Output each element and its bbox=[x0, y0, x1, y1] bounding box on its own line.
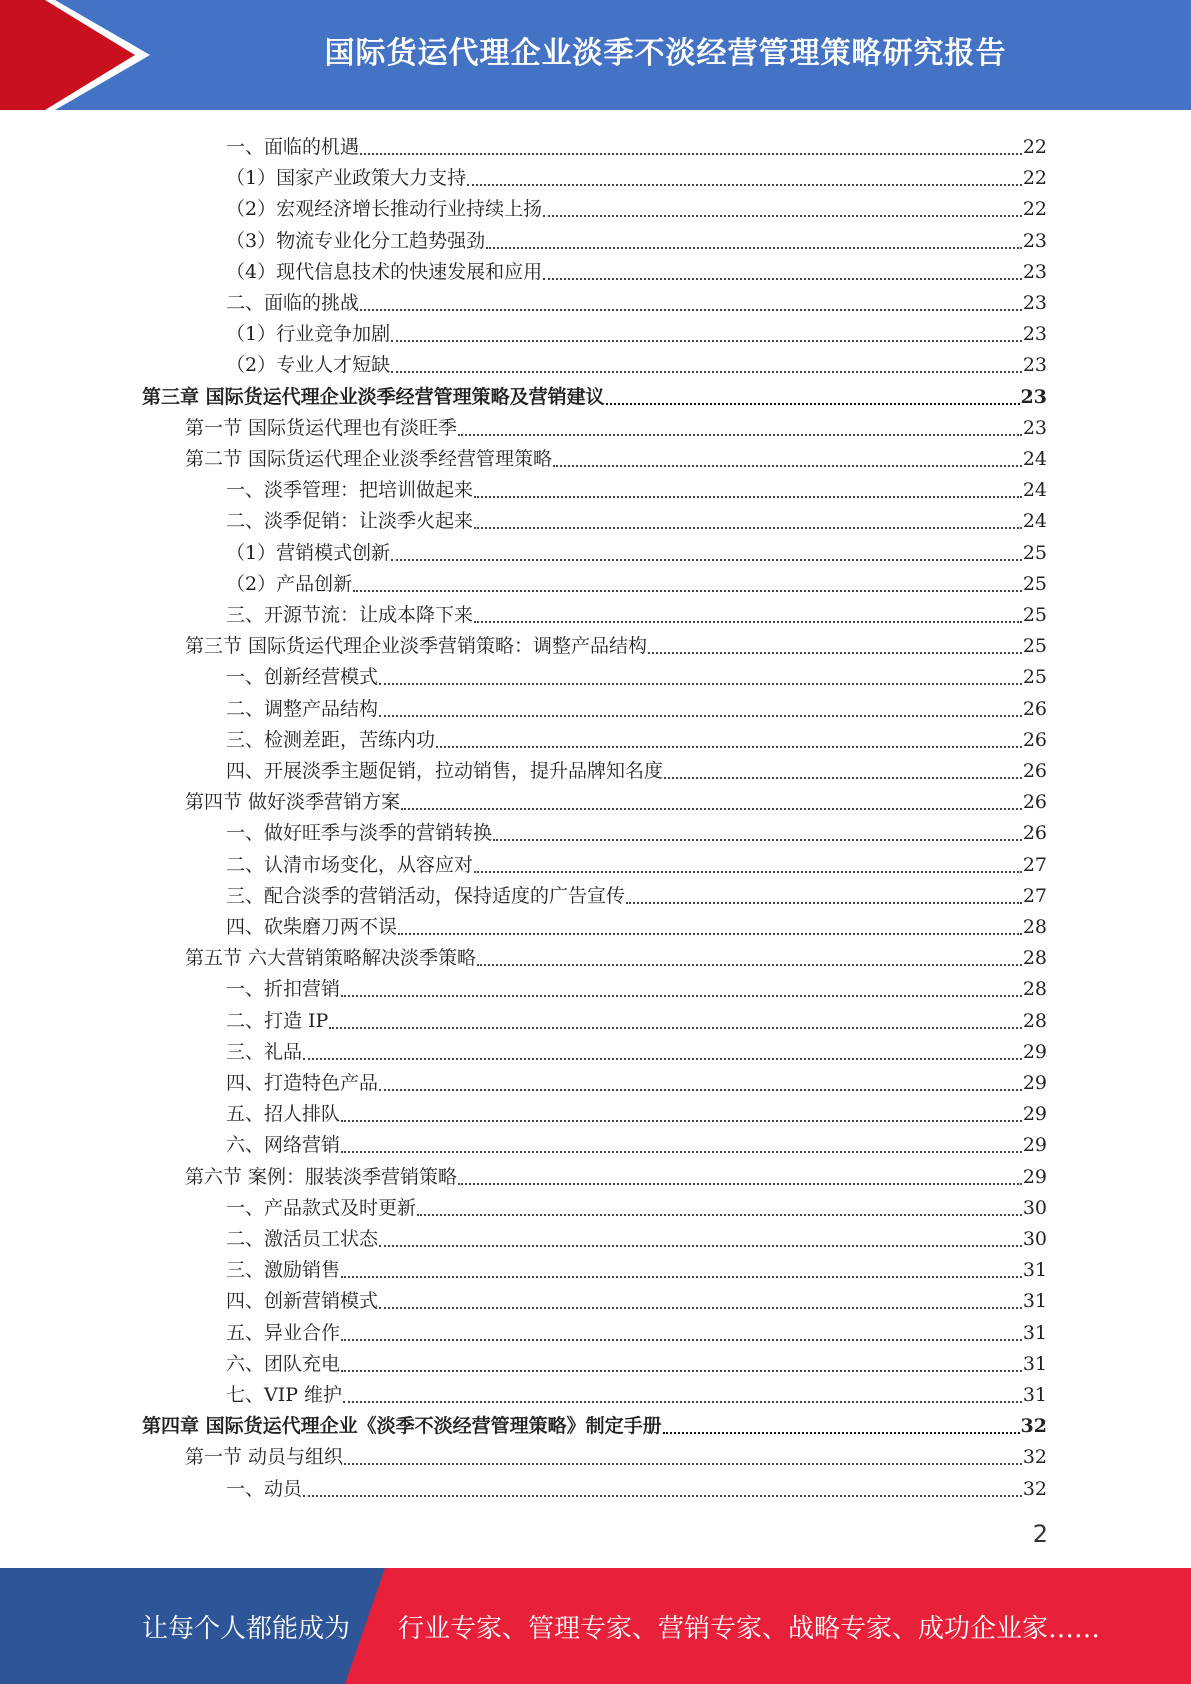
toc-entry[interactable] bbox=[226, 1345, 1047, 1376]
toc-entry-label: 五、异业合作 bbox=[226, 1321, 341, 1344]
toc-leader-dots bbox=[303, 1494, 1022, 1497]
page-number: 2 bbox=[1032, 1520, 1048, 1548]
toc-entry-page: 26 bbox=[1022, 760, 1047, 782]
toc-entry-page: 23 bbox=[1022, 354, 1047, 377]
toc-entry[interactable] bbox=[226, 908, 1047, 939]
toc-entry-label: 第一节 动员与组织 bbox=[185, 1446, 344, 1469]
toc-leader-dots bbox=[543, 214, 1022, 217]
toc-entry-label: 二、认清市场变化，从容应对 bbox=[226, 853, 474, 876]
toc-entry-page: 31 bbox=[1022, 1384, 1047, 1406]
toc-entry-label: 一、做好旺季与淡季的营销转换 bbox=[226, 822, 493, 845]
toc-entry[interactable] bbox=[226, 534, 1047, 565]
toc-entry[interactable] bbox=[226, 877, 1047, 908]
toc-entry-label: （2）宏观经济增长推动行业持续上扬 bbox=[226, 198, 543, 221]
toc-entry[interactable] bbox=[226, 1095, 1047, 1126]
toc-leader-dots bbox=[417, 1213, 1022, 1216]
toc-leader-dots bbox=[379, 682, 1022, 685]
toc-entry-page: 27 bbox=[1022, 884, 1047, 907]
toc-entry-label: 六、网络营销 bbox=[226, 1134, 341, 1157]
toc-entry[interactable] bbox=[226, 346, 1047, 377]
toc-entry-label: 三、开源节流：让成本降下来 bbox=[226, 604, 474, 626]
toc-entry[interactable] bbox=[226, 1033, 1047, 1064]
toc-entry[interactable] bbox=[226, 471, 1047, 502]
toc-leader-dots bbox=[474, 870, 1022, 873]
toc-entry[interactable] bbox=[226, 222, 1047, 253]
toc-entry-page: 31 bbox=[1022, 1321, 1047, 1344]
toc-entry-page: 28 bbox=[1022, 947, 1047, 970]
toc-leader-dots bbox=[543, 277, 1022, 280]
toc-entry-label: （2）产品创新 bbox=[226, 572, 353, 595]
toc-entry-page: 31 bbox=[1022, 1290, 1047, 1313]
toc-entry-label: 第二节 国际货运代理企业淡季经营管理策略 bbox=[185, 448, 553, 470]
toc-entry-label: 四、开展淡季主题促销，拉动销售，提升品牌知名度 bbox=[226, 760, 664, 782]
toc-entry-page: 25 bbox=[1022, 572, 1047, 595]
toc-leader-dots bbox=[486, 246, 1022, 249]
toc-entry-label: 四、打造特色产品 bbox=[226, 1072, 379, 1094]
toc-entry-label: 三、激励销售 bbox=[226, 1259, 341, 1282]
toc-entry[interactable] bbox=[226, 596, 1047, 627]
toc-entry-page: 22 bbox=[1022, 136, 1047, 158]
toc-entry-label: 一、淡季管理：把培训做起来 bbox=[226, 479, 474, 502]
toc-leader-dots bbox=[398, 932, 1022, 935]
toc-entry[interactable] bbox=[185, 409, 1047, 440]
toc-leader-dots bbox=[458, 433, 1022, 436]
toc-entry[interactable] bbox=[185, 1438, 1047, 1469]
toc-entry-label: （2）专业人才短缺 bbox=[226, 354, 391, 377]
toc-entry[interactable] bbox=[226, 1282, 1047, 1313]
toc-entry-page: 29 bbox=[1022, 1103, 1047, 1126]
toc-entry-label: 七、VIP 维护 bbox=[226, 1384, 343, 1406]
toc-entry[interactable] bbox=[185, 627, 1047, 658]
toc-entry[interactable] bbox=[226, 1314, 1047, 1345]
toc-chapter-entry[interactable] bbox=[142, 1407, 1047, 1438]
toc-entry-page: 28 bbox=[1022, 978, 1047, 1001]
toc-entry[interactable] bbox=[226, 1189, 1047, 1220]
toc-entry[interactable] bbox=[226, 1064, 1047, 1095]
toc-entry-page: 25 bbox=[1022, 635, 1047, 658]
toc-leader-dots bbox=[341, 1275, 1022, 1278]
toc-leader-dots bbox=[303, 1057, 1022, 1060]
toc-entry-label: 第一节 国际货运代理也有淡旺季 bbox=[185, 416, 458, 439]
toc-entry-page: 29 bbox=[1022, 1040, 1047, 1063]
toc-entry-page: 22 bbox=[1022, 198, 1047, 221]
toc-entry-page: 32 bbox=[1022, 1477, 1047, 1500]
toc-leader-dots bbox=[474, 495, 1022, 498]
toc-entry-page: 24 bbox=[1022, 479, 1047, 502]
footer-slogan: 让每个人都能成为 bbox=[142, 1613, 351, 1644]
toc-entry-label: 第四节 做好淡季营销方案 bbox=[185, 791, 401, 814]
toc-leader-dots bbox=[458, 1182, 1022, 1185]
toc-entry-label: （1）营销模式创新 bbox=[226, 541, 391, 564]
toc-entry-label: 二、打造 IP bbox=[226, 1009, 329, 1032]
toc-entry[interactable] bbox=[226, 159, 1047, 190]
toc-leader-dots bbox=[341, 1338, 1022, 1341]
toc-leader-dots bbox=[343, 1400, 1022, 1403]
toc-entry[interactable] bbox=[226, 253, 1047, 284]
toc-entry-label: 二、激活员工状态 bbox=[226, 1228, 379, 1250]
toc-leader-dots bbox=[360, 152, 1022, 155]
toc-leader-dots bbox=[436, 745, 1022, 748]
toc-leader-dots bbox=[663, 1431, 1020, 1434]
toc-entry[interactable] bbox=[226, 658, 1047, 689]
toc-entry[interactable] bbox=[226, 190, 1047, 221]
toc-entry-page: 27 bbox=[1022, 853, 1047, 876]
toc-entry-label: 二、淡季促销：让淡季火起来 bbox=[226, 510, 474, 533]
toc-entry-label: 第四章 国际货运代理企业《淡季不淡经营管理策略》制定手册 bbox=[142, 1415, 662, 1438]
toc-leader-dots bbox=[553, 464, 1022, 467]
toc-entry-label: 第三章 国际货运代理企业淡季经营管理策略及营销建议 bbox=[142, 385, 605, 408]
toc-leader-dots bbox=[391, 339, 1022, 342]
toc-leader-dots bbox=[379, 1244, 1022, 1247]
toc-leader-dots bbox=[477, 963, 1022, 966]
toc-entry-label: 五、招人排队 bbox=[226, 1103, 341, 1126]
toc-entry-label: 四、砍柴磨刀两不误 bbox=[226, 916, 398, 938]
toc-entry-page: 22 bbox=[1022, 167, 1047, 190]
toc-entry-page: 31 bbox=[1022, 1259, 1047, 1282]
toc-entry-label: 六、团队充电 bbox=[226, 1352, 341, 1375]
toc-entry[interactable] bbox=[226, 315, 1047, 346]
toc-leader-dots bbox=[341, 1119, 1022, 1122]
toc-entry[interactable] bbox=[226, 970, 1047, 1001]
toc-leader-dots bbox=[391, 370, 1022, 373]
toc-entry[interactable] bbox=[226, 284, 1047, 315]
toc-entry[interactable] bbox=[226, 1251, 1047, 1282]
toc-entry-label: 一、动员 bbox=[226, 1477, 303, 1500]
toc-leader-dots bbox=[474, 526, 1022, 529]
toc-entry[interactable] bbox=[226, 128, 1047, 159]
toc-entry-label: 一、创新经营模式 bbox=[226, 666, 379, 689]
toc-entry-page: 30 bbox=[1022, 1196, 1047, 1219]
toc-entry-page: 26 bbox=[1022, 728, 1047, 751]
toc-leader-dots bbox=[344, 1462, 1022, 1465]
toc-entry-label: （1）国家产业政策大力支持 bbox=[226, 167, 467, 190]
toc-leader-dots bbox=[360, 308, 1022, 311]
toc-entry[interactable] bbox=[226, 1126, 1047, 1157]
toc-entry-label: （3）物流专业化分工趋势强劲 bbox=[226, 229, 486, 252]
toc-entry-page: 23 bbox=[1022, 323, 1047, 346]
toc-entry-page: 26 bbox=[1022, 697, 1047, 720]
toc-entry[interactable] bbox=[226, 814, 1047, 845]
toc-entry-page: 26 bbox=[1022, 791, 1047, 814]
toc-entry[interactable] bbox=[226, 502, 1047, 533]
toc-leader-dots bbox=[493, 838, 1022, 841]
toc-entry-page: 24 bbox=[1022, 448, 1047, 470]
toc-entry-label: 第五节 六大营销策略解决淡季策略 bbox=[185, 947, 477, 970]
toc-entry[interactable] bbox=[226, 690, 1047, 721]
toc-entry-label: 一、折扣营销 bbox=[226, 978, 341, 1001]
toc-entry-page: 29 bbox=[1022, 1072, 1047, 1094]
toc-entry-label: 二、面临的挑战 bbox=[226, 292, 360, 314]
toc-leader-dots bbox=[379, 714, 1022, 717]
toc-entry[interactable] bbox=[226, 1376, 1047, 1407]
toc-entry[interactable] bbox=[226, 721, 1047, 752]
page-footer bbox=[0, 1568, 1191, 1684]
toc-entry[interactable] bbox=[226, 565, 1047, 596]
footer-expert-list: 行业专家、管理专家、营销专家、战略专家、成功企业家…… bbox=[398, 1613, 1101, 1644]
toc-leader-dots bbox=[353, 589, 1022, 592]
toc-leader-dots bbox=[329, 1026, 1021, 1029]
toc-entry[interactable] bbox=[185, 440, 1047, 471]
toc-entry-label: （1）行业竞争加剧 bbox=[226, 323, 391, 346]
toc-entry-page: 25 bbox=[1022, 666, 1047, 689]
toc-entry-page: 23 bbox=[1022, 416, 1047, 439]
toc-entry-label: 一、面临的机遇 bbox=[226, 136, 360, 158]
toc-entry-page: 23 bbox=[1022, 260, 1047, 283]
page-header bbox=[0, 0, 1191, 110]
toc-entry-page: 32 bbox=[1020, 1415, 1047, 1438]
toc-leader-dots bbox=[379, 1306, 1022, 1309]
toc-entry-label: （4）现代信息技术的快速发展和应用 bbox=[226, 260, 543, 283]
toc-entry-page: 29 bbox=[1022, 1165, 1047, 1188]
toc-entry[interactable] bbox=[226, 1220, 1047, 1251]
toc-entry-page: 32 bbox=[1022, 1446, 1047, 1469]
toc-entry[interactable] bbox=[226, 752, 1047, 783]
toc-leader-dots bbox=[626, 901, 1022, 904]
toc-entry[interactable] bbox=[226, 1470, 1047, 1501]
toc-leader-dots bbox=[606, 402, 1020, 405]
toc-entry-page: 25 bbox=[1022, 541, 1047, 564]
header-chevron-decoration bbox=[0, 0, 160, 110]
toc-entry-label: 一、产品款式及时更新 bbox=[226, 1196, 417, 1219]
toc-entry-label: 第六节 案例：服装淡季营销策略 bbox=[185, 1165, 458, 1188]
toc-leader-dots bbox=[401, 807, 1022, 810]
toc-entry-page: 28 bbox=[1022, 916, 1047, 938]
toc-leader-dots bbox=[467, 183, 1022, 186]
toc-entry-page: 30 bbox=[1022, 1228, 1047, 1250]
header-title: 国际货运代理企业淡季不淡经营管理策略研究报告 bbox=[324, 36, 1007, 71]
toc-entry[interactable] bbox=[185, 1158, 1047, 1189]
toc-leader-dots bbox=[341, 1150, 1022, 1153]
toc-entry-label: 三、检测差距，苦练内功 bbox=[226, 728, 436, 751]
toc-entry[interactable] bbox=[226, 1002, 1047, 1033]
toc-entry-label: 四、创新营销模式 bbox=[226, 1290, 379, 1313]
toc-leader-dots bbox=[341, 994, 1022, 997]
toc-entry-page: 25 bbox=[1022, 604, 1047, 626]
toc-leader-dots bbox=[391, 558, 1022, 561]
toc-entry-page: 29 bbox=[1022, 1134, 1047, 1157]
toc-chapter-entry[interactable] bbox=[142, 378, 1047, 409]
toc-entry-page: 23 bbox=[1022, 292, 1047, 314]
toc-entry-label: 第三节 国际货运代理企业淡季营销策略：调整产品结构 bbox=[185, 635, 648, 658]
toc-entry[interactable] bbox=[226, 846, 1047, 877]
toc-entry-label: 二、调整产品结构 bbox=[226, 697, 379, 720]
toc-entry-label: 三、配合淡季的营销活动，保持适度的广告宣传 bbox=[226, 884, 626, 907]
toc-entry-page: 31 bbox=[1022, 1352, 1047, 1375]
toc-entry[interactable] bbox=[185, 939, 1047, 970]
toc-entry-label: 三、礼品 bbox=[226, 1040, 303, 1063]
toc-entry-page: 23 bbox=[1020, 385, 1047, 408]
toc-leader-dots bbox=[648, 651, 1022, 654]
toc-leader-dots bbox=[664, 776, 1022, 779]
toc-entry-page: 23 bbox=[1022, 229, 1047, 252]
toc-entry[interactable] bbox=[185, 783, 1047, 814]
toc-leader-dots bbox=[379, 1088, 1022, 1091]
toc-entry-page: 24 bbox=[1022, 510, 1047, 533]
toc-entry-page: 26 bbox=[1022, 822, 1047, 845]
toc-leader-dots bbox=[341, 1369, 1022, 1372]
toc-entry-page: 28 bbox=[1022, 1009, 1047, 1032]
toc-leader-dots bbox=[474, 620, 1022, 623]
